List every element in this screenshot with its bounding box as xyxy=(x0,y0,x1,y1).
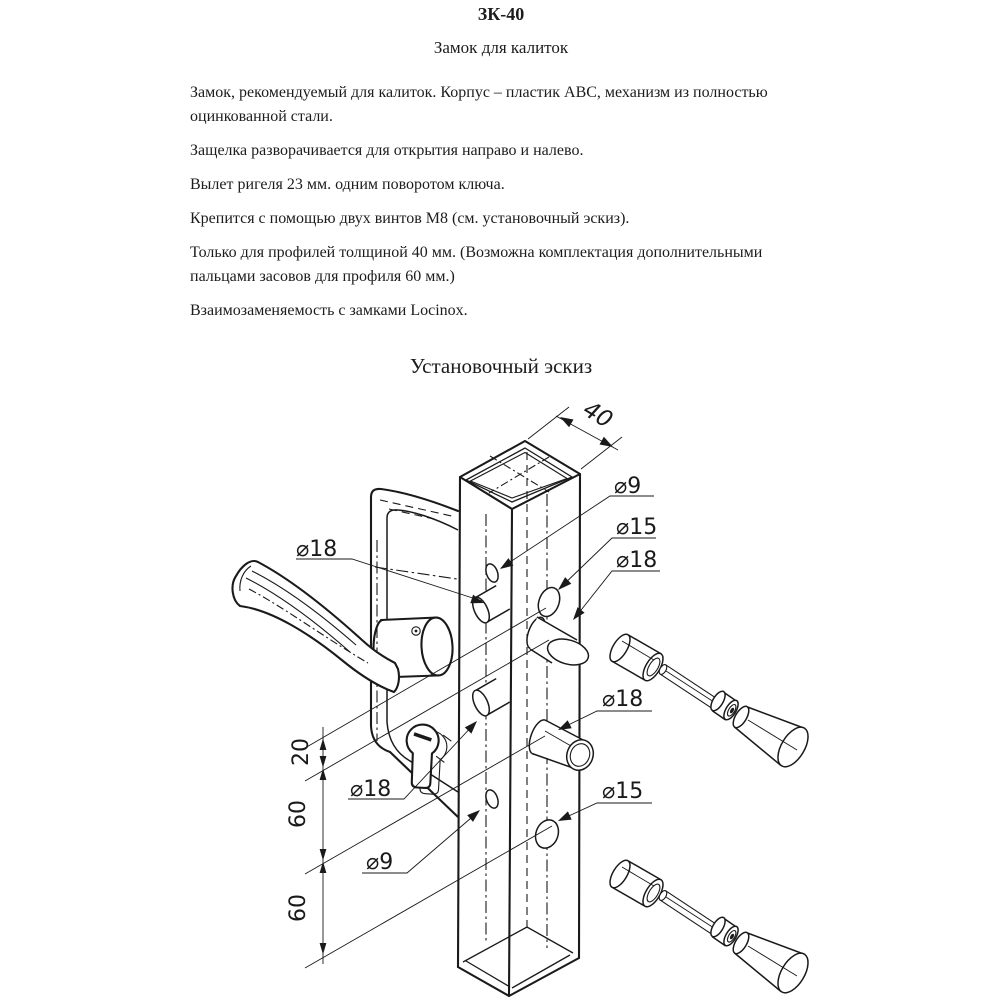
callout-latch: ⌀18 xyxy=(616,548,658,573)
callout-cylinder-bushing: ⌀18 xyxy=(350,777,392,802)
callout-head-hole-bottom: ⌀15 xyxy=(602,779,644,804)
callout-screw-hole-top: ⌀9 xyxy=(614,474,642,499)
head-hole-bottom xyxy=(532,817,563,852)
paragraph: Вылет ригеля 23 мм. одним поворотом ключа. xyxy=(190,176,505,193)
paragraph: Замок, рекомендуемый для калиток. Корпус – пластик АВС, механизм из полностью оцинкованной стали. xyxy=(190,84,768,125)
callout-leaders xyxy=(296,496,660,873)
bolt-pin xyxy=(525,717,597,774)
page-title: ЗК-40 xyxy=(477,4,525,24)
head-hole-top xyxy=(534,584,563,619)
dim-label-20: 20 xyxy=(289,738,314,766)
lever-handle xyxy=(233,561,399,692)
paragraph: Крепится с помощью двух винтов М8 (см. установочный эскиз). xyxy=(190,210,630,227)
dim-label-60-upper: 60 xyxy=(286,800,311,828)
sketch-heading: Установочный эскиз xyxy=(409,354,593,378)
gate-post-profile xyxy=(458,441,580,996)
callout-bolt-pin: ⌀18 xyxy=(602,687,644,712)
callout-handle-bushing: ⌀18 xyxy=(296,537,338,562)
paragraph: Взаимозаменяемость с замками Locinox. xyxy=(190,302,468,319)
latch-bolt xyxy=(523,615,591,670)
handle-bushing xyxy=(469,586,510,626)
screw-hole-bottom xyxy=(484,788,501,810)
callout-head-hole-top: ⌀15 xyxy=(616,515,658,540)
dim-label-40: 40 xyxy=(578,396,617,434)
paragraph: Защелка разворачивается для открытия направо и налево. xyxy=(190,142,584,159)
pin-assembly-lower xyxy=(606,857,814,998)
page-subtitle: Замок для калиток xyxy=(433,38,569,57)
cylinder-bushing xyxy=(469,679,510,719)
dim-label-60-lower: 60 xyxy=(286,894,311,922)
callout-screw-hole-bottom: ⌀9 xyxy=(366,850,394,875)
paragraph: Только для профилей толщиной 40 мм. (Возможна комплектация дополнительными пальцами засовов для профиля 60 мм.) xyxy=(190,244,763,285)
